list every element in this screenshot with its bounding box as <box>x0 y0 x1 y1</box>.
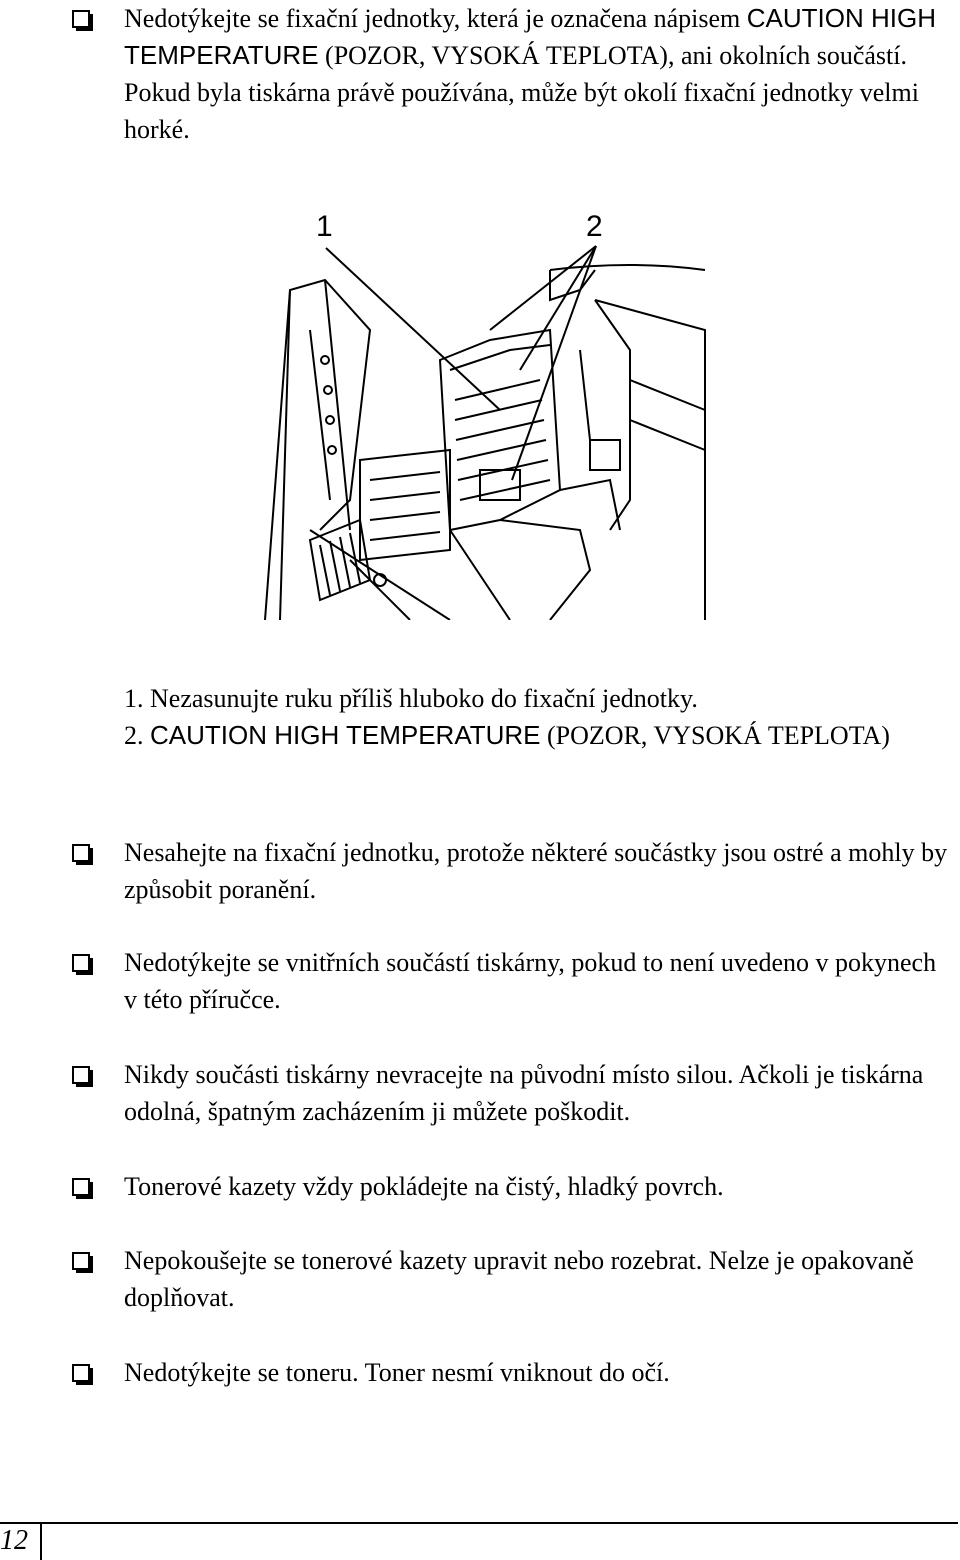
warning-text-5: Tonerové kazety vždy pokládejte na čistý, hladký povrch. <box>124 1172 724 1201</box>
checkbox-bullet-icon <box>72 1066 90 1084</box>
label-1: 1 <box>316 210 333 243</box>
checkbox-bullet-icon <box>72 844 90 862</box>
warning-text-7: Nedotýkejte se toneru. Toner nesmí vniknout do očí. <box>124 1358 670 1387</box>
label-2: 2 <box>586 210 603 243</box>
checkbox-bullet-icon <box>72 1364 90 1382</box>
warning-text-2: Nesahejte na fixační jednotku, protože některé součástky jsou ostré a mohly by způsobit poranění. <box>124 838 948 904</box>
footer-tick <box>40 1522 42 1560</box>
checkbox-bullet-icon <box>72 954 90 972</box>
warning-text-1: Nedotýkejte se fixační jednotky, která je označena nápisem CAUTION HIGH TEMPERATURE (POZOR, VYSOKÁ TEPLOTA), ani okolních součástí. Pokud byla tiskárna právě používána, může být okolí fixační jednotky velmi horké. <box>124 3 937 144</box>
legend-item-2: 2. CAUTION HIGH TEMPERATURE (POZOR, VYSOKÁ TEPLOTA) <box>124 720 890 750</box>
checkbox-bullet-icon <box>72 1252 90 1270</box>
printer-interior-drawing <box>250 200 710 620</box>
warning-text-4: Nikdy součásti tiskárny nevracejte na původní místo silou. Ačkoli je tiskárna odolná, špatným zacházením ji můžete poškodit. <box>124 1060 924 1126</box>
legend-item-1: 1. Nezasunujte ruku příliš hluboko do fixační jednotky. <box>124 684 698 713</box>
warning-text-3: Nedotýkejte se vnitřních součástí tiskárny, pokud to není uvedeno v pokynech v této příručce. <box>124 948 937 1014</box>
warning-text-6: Nepokoušejte se tonerové kazety upravit nebo rozebrat. Nelze je opakovaně doplňovat. <box>124 1246 914 1312</box>
caution-label: CAUTION HIGH TEMPERATURE <box>124 3 937 70</box>
printer-fuser-illustration <box>250 200 710 620</box>
leader-line-1 <box>326 248 500 410</box>
checkbox-bullet-icon <box>72 1178 90 1196</box>
figure-legend <box>124 680 924 754</box>
footer-rule <box>0 1522 958 1524</box>
page-number: 12 <box>0 1525 28 1556</box>
checkbox-bullet-icon <box>72 10 90 28</box>
